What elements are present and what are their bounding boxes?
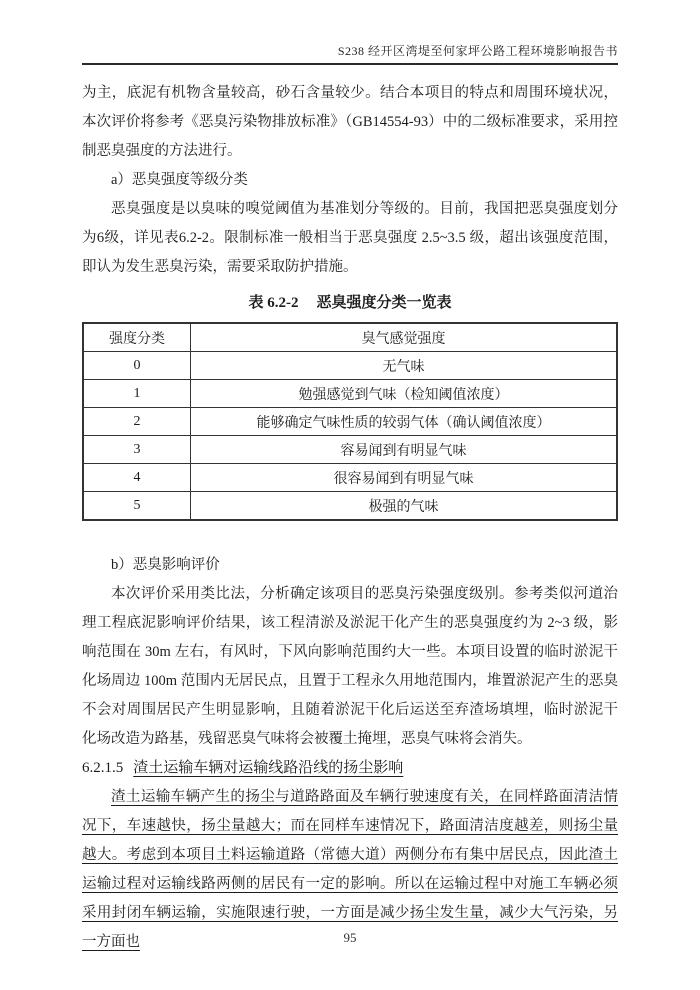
table-cell: 无气味 bbox=[191, 352, 618, 380]
table-header-cell: 臭气感觉强度 bbox=[191, 323, 618, 352]
table-row bbox=[83, 464, 617, 492]
table-cell: 容易闻到有明显气味 bbox=[191, 436, 618, 464]
paragraph-odor-levels: 恶臭强度是以臭味的嗅觉阈值为基准划分等级的。目前，我国把恶臭强度划分为6级，详见表6.2-2。限制标准一般相当于恶臭强度 2.5~3.5 级，超出该强度范围，即认为发生恶臭污染，需要采取防护措施。 bbox=[82, 201, 618, 275]
spacer bbox=[82, 521, 618, 551]
table-caption-label: 表 6.2-2 bbox=[248, 295, 299, 311]
table-row bbox=[83, 436, 617, 464]
paragraph-intro: 为主，底泥有机物含量较高，砂石含量较少。结合本项目的特点和周围环境状况，本次评价将参考《恶臭污染物排放标准》（GB14554-93）中的二级标准要求，采用控制恶臭强度的方法进行。 bbox=[82, 85, 618, 159]
table-header-cell: 强度分类 bbox=[83, 323, 191, 352]
section-heading-6-2-1-5 bbox=[82, 754, 618, 783]
table-caption bbox=[82, 290, 618, 316]
table-row bbox=[83, 380, 617, 408]
table-cell: 勉强感觉到气味（检知阈值浓度） bbox=[191, 380, 618, 408]
page-header bbox=[82, 0, 618, 65]
section-number: 6.2.1.5 bbox=[82, 760, 124, 776]
header-divider bbox=[82, 63, 618, 65]
odor-intensity-table bbox=[82, 322, 618, 521]
table-cell: 2 bbox=[83, 408, 191, 436]
table-cell: 3 bbox=[83, 436, 191, 464]
table-cell: 极强的气味 bbox=[191, 492, 618, 521]
report-title: S238 经开区湾堤至何家坪公路工程环境影响报告书 bbox=[337, 44, 618, 58]
table-caption-title: 恶臭强度分类一览表 bbox=[316, 295, 452, 311]
subsection-heading-b: b）恶臭影响评价 bbox=[111, 557, 220, 573]
table-row bbox=[83, 408, 617, 436]
paragraph-odor-assessment: 本次评价采用类比法，分析确定该项目的恶臭污染强度级别。参考类似河道治理工程底泥影响评价结果，该工程清淤及淤泥干化产生的恶臭强度约为 2~3 级，影响范围在 30m 左右，有风时，下风向影响范围约大一些。本项目设置的临时淤泥干化场周边 100m 范围内无居民点，且置于工程永久用地范围内，堆置淤泥产生的恶臭不会对周围居民产生明显影响，且随着淤泥干化后运送至弃渣场填埋，临时淤泥干化场改造为路基，残留恶臭气味将会被覆土掩埋，恶臭气味将会消失。 bbox=[82, 586, 618, 747]
page-number: 95 bbox=[343, 930, 357, 945]
subsection-heading-a: a）恶臭强度等级分类 bbox=[111, 172, 248, 188]
table-cell: 5 bbox=[83, 492, 191, 521]
table-cell: 4 bbox=[83, 464, 191, 492]
table-cell: 0 bbox=[83, 352, 191, 380]
table-cell: 很容易闻到有明显气味 bbox=[191, 464, 618, 492]
table-header-row bbox=[83, 323, 617, 352]
table-row bbox=[83, 492, 617, 521]
section-title: 渣土运输车辆对运输线路沿线的扬尘影响 bbox=[133, 760, 404, 776]
table-row bbox=[83, 352, 617, 380]
table-cell: 能够确定气味性质的较弱气体（确认阈值浓度） bbox=[191, 408, 618, 436]
paragraph-dust-impact: 渣土运输车辆产生的扬尘与道路路面及车辆行驶速度有关，在同样路面清洁情况下，车速越快，扬尘量越大；而在同样车速情况下，路面清洁度越差，则扬尘量越大。考虑到本项目土料运输道路（常德大道）两侧分布有集中居民点，因此渣土运输过程对运输线路两侧的居民有一定的影响。所以在运输过程中对施工车辆必须采用封闭车辆运输，实施限速行驶，一方面是减少扬尘发生量，减少大气污染，另一方面也 bbox=[82, 789, 618, 950]
table-cell: 1 bbox=[83, 380, 191, 408]
